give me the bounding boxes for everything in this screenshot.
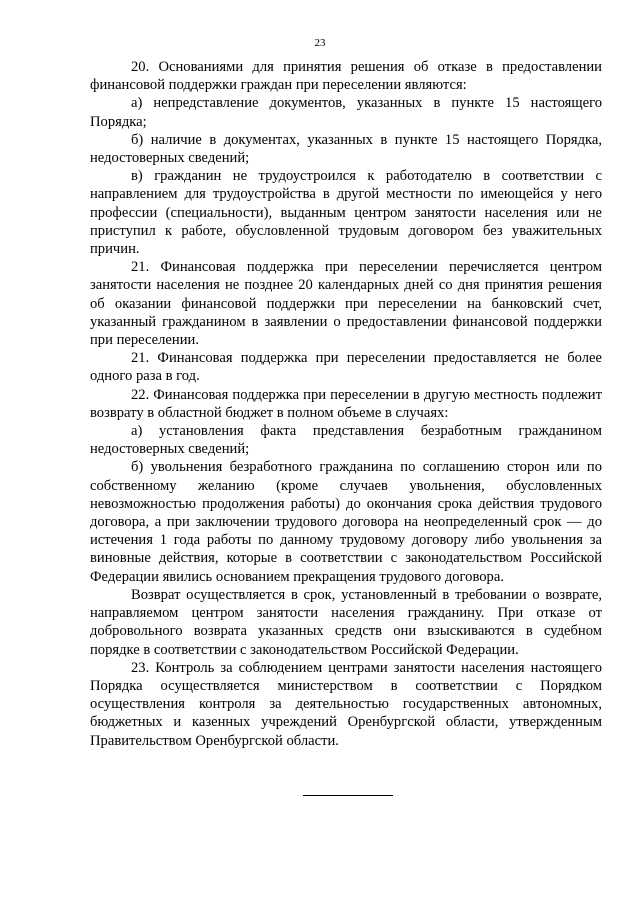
paragraph-20: 20. Основаниями для принятия решения об отказе в предоставлении финансовой поддержки граждан при переселении являются: <box>90 59 602 94</box>
end-separator-line <box>303 795 393 796</box>
paragraph-20-b: б) наличие в документах, указанных в пункте 15 настоящего Порядка, недостоверных сведений; <box>90 131 602 167</box>
paragraph-23: 23. Контроль за соблюдением центрами занятости населения настоящего Порядка осуществляется министерством в соответствии с Порядком осуществления контроля за деятельностью государственных автономных, бюджетных и казенных учреждений Оренбургской области, утвержденным Правительством Оренбургской области. <box>90 659 602 749</box>
paragraph-22-b: б) увольнения безработного гражданина по соглашению сторон или по собственному желанию (кроме случаев увольнения, обусловленных невозможностью продолжения работы) до окончания срока действия трудового договора, а при заключении трудового договора на неопределенный срок — до истечения 1 года работы по данному трудовому договору либо увольнения за виновные действия, которые в соответствии с законодательством Российской Федерации явились основанием прекращения трудового договора. <box>90 459 602 585</box>
paragraph-21-frequency: 21. Финансовая поддержка при переселении предоставляется не более одного раза в год. <box>90 350 602 385</box>
paragraph-22: 22. Финансовая поддержка при переселении в другую местность подлежит возврату в областной бюджет в полном объеме в случаях: <box>90 386 602 421</box>
paragraph-refund: Возврат осуществляется в срок, установленный в требовании о возврате, направляемом центром занятости населения гражданину. При отказе от добровольного возврата указанных средств они взыскиваются в судебном порядке в соответствии с законодательством Российской Федерации. <box>90 586 602 658</box>
paragraph-20-a: а) непредставление документов, указанных в пункте 15 настоящего Порядка; <box>90 95 602 130</box>
paragraph-20-v: в) гражданин не трудоустроился к работодателю в соответствии с направлением для трудоустройства в другой местности по имеющейся у него профессии (специальности), выданным центром занятости населения или не приступил к работе, обусловленной трудовым договором без уважительных причин. <box>90 168 602 258</box>
page-number: 23 <box>314 37 326 49</box>
document-body <box>90 58 602 750</box>
paragraph-21-transfer: 21. Финансовая поддержка при переселении перечисляется центром занятости населения не позднее 20 календарных дней со дня принятия решения об оказании финансовой поддержки при переселении на банковский счет, указанный гражданином в заявлении о предоставлении финансовой поддержки при переселении. <box>90 259 602 349</box>
paragraph-22-a: а) установления факта представления безработным гражданином недостоверных сведений; <box>90 423 602 458</box>
